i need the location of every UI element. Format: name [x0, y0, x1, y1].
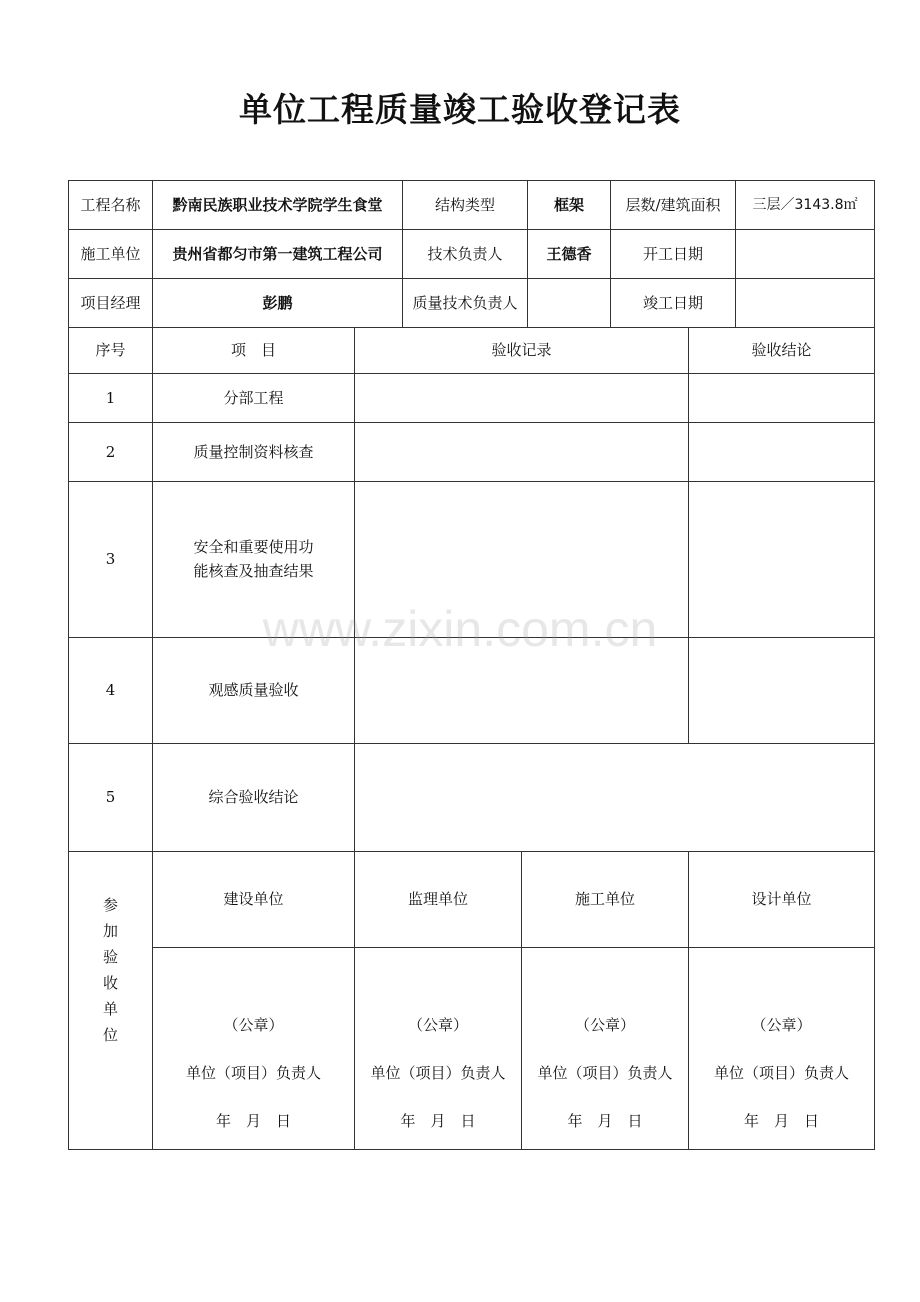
row-no: 3	[69, 481, 153, 637]
start-date-label: 开工日期	[611, 230, 736, 279]
row-item: 观感质量验收	[153, 637, 355, 743]
record-cell	[355, 422, 689, 481]
date-text: 年 月 日	[400, 1111, 476, 1130]
responsible-text: 单位（项目）负责人	[537, 1063, 673, 1082]
header-no: 序号	[69, 327, 153, 373]
table-row	[69, 637, 875, 743]
unit-supervisor: 监理单位	[355, 851, 522, 947]
date-text: 年 月 日	[567, 1111, 643, 1130]
row-no: 1	[69, 373, 153, 422]
participants-label-char: 收	[102, 974, 118, 992]
floors-area-label: 层数/建筑面积	[611, 181, 736, 230]
record-cell	[355, 373, 689, 422]
row-item-line: 安全和重要使用功	[193, 538, 314, 556]
floors-area-value: 三层／3143.8㎡	[736, 181, 875, 230]
structure-label: 结构类型	[403, 181, 528, 230]
row-no: 4	[69, 637, 153, 743]
date-text: 年 月 日	[744, 1111, 820, 1130]
participants-label	[69, 851, 153, 1149]
watermark: www.zixin.com.cn	[262, 601, 658, 657]
participants-label-char: 加	[102, 922, 118, 940]
participants-label-char: 位	[102, 1026, 118, 1044]
project-name-value: 黔南民族职业技术学院学生食堂	[153, 181, 403, 230]
start-date-value	[736, 230, 875, 279]
row-no: 2	[69, 422, 153, 481]
sign-cell-owner	[153, 947, 355, 1149]
pm-label: 项目经理	[69, 279, 153, 328]
sign-cell-designer	[689, 947, 875, 1149]
participants-label-char: 参	[102, 896, 118, 914]
row-item: 质量控制资料核查	[153, 422, 355, 481]
header-record: 验收记录	[355, 327, 689, 373]
page-title: 单位工程质量竣工验收登记表	[239, 90, 681, 129]
table-row	[69, 743, 875, 851]
tech-lead-label: 技术负责人	[403, 230, 528, 279]
pm-value: 彭鹏	[153, 279, 403, 328]
table-row	[69, 422, 875, 481]
acceptance-table	[68, 327, 875, 1150]
sign-cell-supervisor	[355, 947, 522, 1149]
completion-date-label: 竣工日期	[611, 279, 736, 328]
responsible-text: 单位（项目）负责人	[370, 1063, 506, 1082]
structure-value: 框架	[528, 181, 611, 230]
quality-tech-lead-value	[528, 279, 611, 328]
unit-owner: 建设单位	[153, 851, 355, 947]
construction-unit-value: 贵州省都匀市第一建筑工程公司	[153, 230, 403, 279]
seal-text: （公章）	[223, 1015, 284, 1034]
completion-date-value	[736, 279, 875, 328]
unit-contractor: 施工单位	[522, 851, 689, 947]
unit-designer: 设计单位	[689, 851, 875, 947]
header-conclusion: 验收结论	[689, 327, 875, 373]
date-text: 年 月 日	[215, 1111, 291, 1130]
project-info-table	[68, 180, 875, 328]
conclusion-cell	[689, 422, 875, 481]
responsible-text: 单位（项目）负责人	[714, 1063, 850, 1082]
row-item: 综合验收结论	[153, 743, 355, 851]
row-no: 5	[69, 743, 153, 851]
record-cell	[355, 481, 689, 637]
conclusion-cell	[689, 481, 875, 637]
overall-conclusion-cell	[355, 743, 875, 851]
responsible-text: 单位（项目）负责人	[185, 1063, 321, 1082]
row-item	[153, 481, 355, 637]
conclusion-cell	[689, 637, 875, 743]
header-item: 项 目	[153, 327, 355, 373]
seal-text: （公章）	[575, 1015, 636, 1034]
row-item-line: 能核查及抽查结果	[193, 562, 314, 580]
sign-cell-contractor	[522, 947, 689, 1149]
participants-label-char: 验	[102, 948, 118, 966]
construction-unit-label: 施工单位	[69, 230, 153, 279]
table-row	[69, 481, 875, 637]
participants-label-char: 单	[102, 1000, 118, 1018]
table-row	[69, 373, 875, 422]
conclusion-cell	[689, 373, 875, 422]
row-item: 分部工程	[153, 373, 355, 422]
project-name-label: 工程名称	[69, 181, 153, 230]
record-cell	[355, 637, 689, 743]
seal-text: （公章）	[407, 1015, 468, 1034]
seal-text: （公章）	[751, 1015, 812, 1034]
tech-lead-value: 王德香	[528, 230, 611, 279]
quality-tech-lead-label: 质量技术负责人	[403, 279, 528, 328]
